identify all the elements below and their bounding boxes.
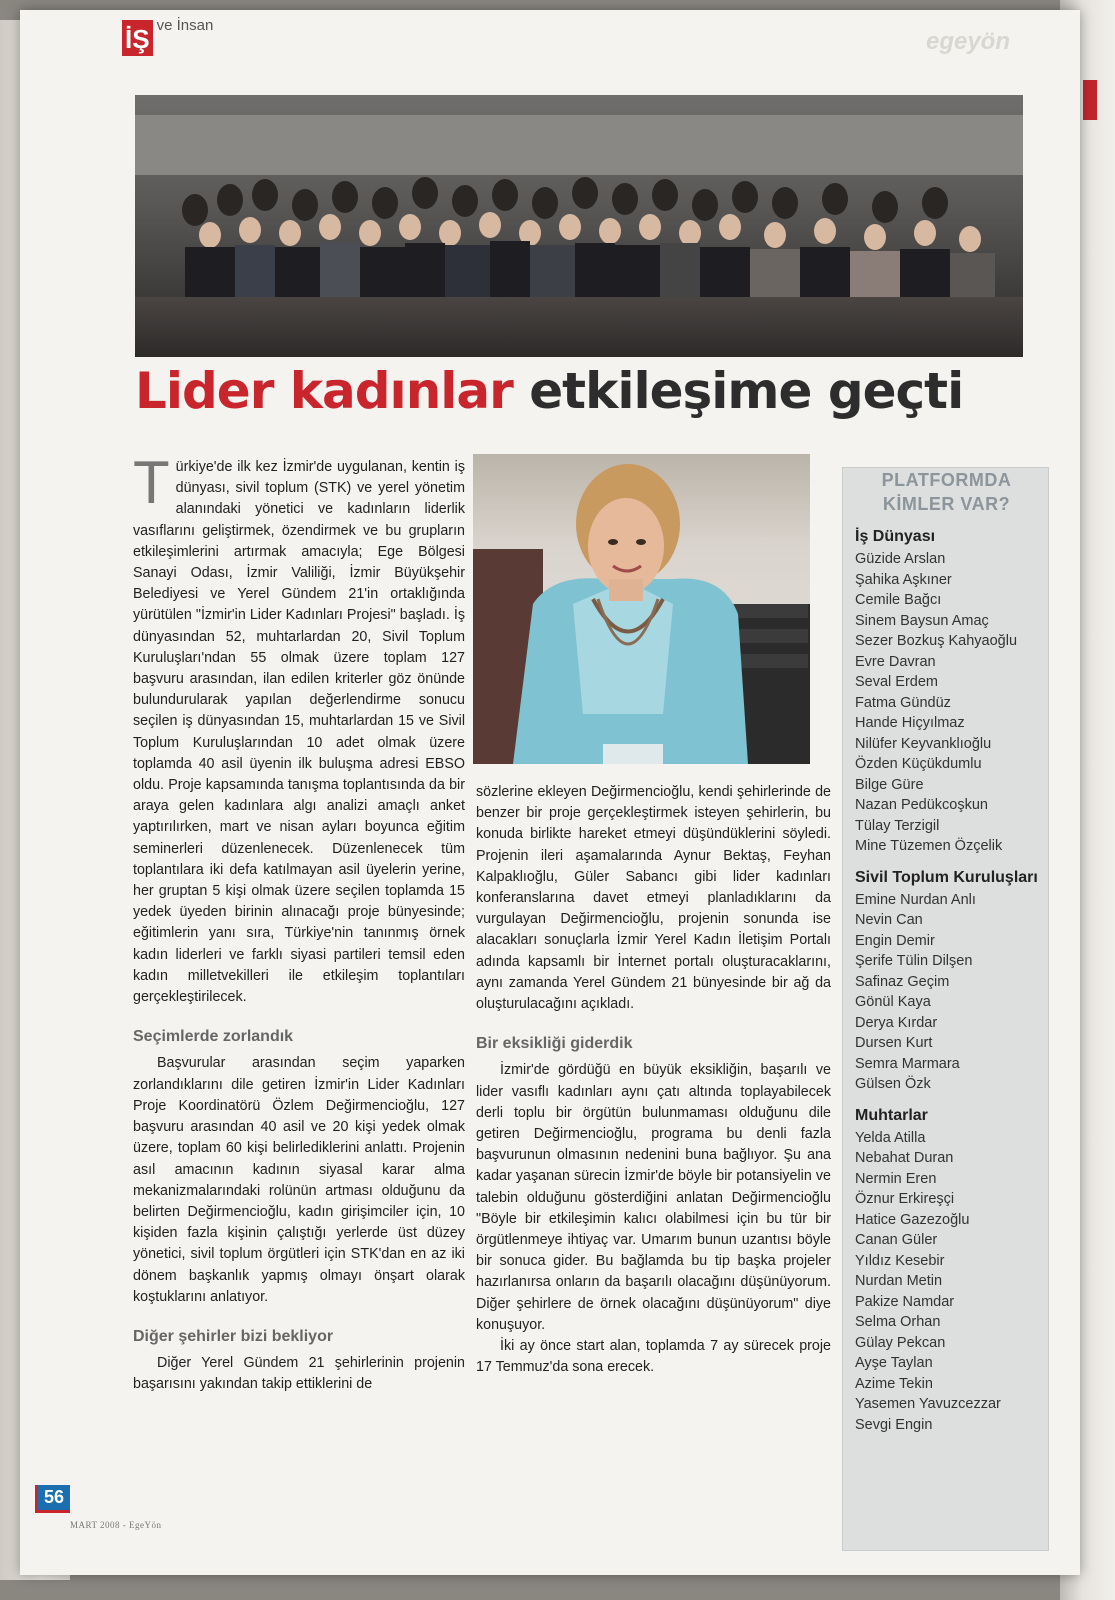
- member-name: Nurdan Metin: [855, 1273, 943, 1289]
- sidebar-box: [842, 467, 1049, 1551]
- member-name: Selma Orhan: [855, 1314, 941, 1330]
- sidebar-member-list: [855, 890, 1038, 1095]
- member-name: Emine Nurdan Anlı: [855, 891, 976, 908]
- member-name: Hatice Gazezoğlu: [855, 1211, 970, 1228]
- member-name: Yasemen Yavuzcezzar: [855, 1396, 1001, 1412]
- portrait-photo: [473, 454, 810, 764]
- member-name: Özden Küçükdumlu: [855, 756, 982, 772]
- member-name: Azime Tekin: [855, 1375, 933, 1392]
- group-photo: [135, 95, 1023, 357]
- sidebar-title: PLATFORMDA KİMLER VAR?: [881, 470, 1012, 514]
- sidebar-member-list: [855, 549, 1038, 857]
- member-name: Nazan Pedükcoşkun: [855, 797, 988, 813]
- member-name: Gönül Kaya: [855, 994, 931, 1010]
- member-name: Evre Davran: [855, 653, 936, 670]
- paragraph-diger-sehirler: Diğer Yerel Gündem 21 şehirlerinin projenin başarısını yakından takip ettiklerini de: [133, 1355, 465, 1393]
- intro-paragraph: ürkiye'de ilk kez İzmir'de uygulanan, kentin iş dünyası, sivil toplum (STK) ve yerel yönetim alanındaki yönetici ve kadınların liderlik vasıflarını geliştirmek, özendirmek ve bu grupların etkileşimlerini artırmak amacıyla; Ege Bölgesi Sanayi Odası, İzmir Valiliği, İzmir Büyükşehir Belediyesi ve Yerel Gündem 21'in ortaklığında yürütülen "İzmir'in Lider Kadınları Projesi" başladı. İş dünyasından 52, muhtarlardan 20, Sivil Toplum Kuruluşları'ndan 55 olmak üzere toplam 127 başvuru arasından, ilan edilen kriterler göz önünde bulundurularak yapılan değerlendirme sonucu seçilen iş dünyasından 15, muhtarlardan 15 ve Sivil Toplum Kuruluşlarından 10 adet olmak üzere toplamda 40 asil üyenin ilk buluşma adresi EBSO oldu. Proje kapsamında tanışma toplantısında da bir araya gelen kadınlara algı analizi amaçlı anket yaptırılırken, mart ve nisan ayları boyunca eğitim seminerleri düzenlenecek. Düzenlenecek tüm toplantılara iki defa katılmayan asil üyelerin yerine, her gruptan 5 kişi olmak üzere seçilen toplamda 15 yedek üyeden birinin alınacağı proje bünyesinde; eğitimlerin yanı sıra, Türkiye'nin tanınmış örnek kadın liderleri ve farklı siyasi partileri temsil eden kadın milletvekilleri ile etkileşim toplantıları gerçekleştirilecek.: [133, 459, 465, 1006]
- member-name: Canan Güler: [855, 1232, 938, 1248]
- brand-logo: egeyön: [925, 28, 1010, 55]
- section-tag-box: İŞ: [122, 20, 153, 56]
- member-name: Bilge Güre: [855, 776, 924, 793]
- sidebar-groups: [855, 526, 1038, 1435]
- member-name: Hande Hiçyılmaz: [855, 715, 965, 731]
- subhead-secimlerde: Seçimlerde zorlandık: [133, 1028, 294, 1046]
- member-name: Ayşe Taylan: [855, 1355, 933, 1371]
- member-name: Engin Demir: [855, 932, 935, 949]
- member-name: Mine Tüzemen Özçelik: [855, 838, 1003, 854]
- member-name: Fatma Gündüz: [855, 694, 951, 711]
- member-name: Yelda Atilla: [855, 1129, 926, 1146]
- sidebar-group-title: İş Dünyası: [855, 528, 936, 545]
- member-name: Öznur Erkireşçi: [855, 1191, 955, 1207]
- member-name: Nevin Can: [855, 912, 923, 928]
- member-name: Gülay Pekcan: [855, 1334, 946, 1351]
- magazine-page: [20, 10, 1080, 1575]
- drop-cap: T: [133, 449, 170, 516]
- article-column-1: [133, 449, 465, 1396]
- member-name: Sevgi Engin: [855, 1416, 933, 1433]
- sidebar-group-title: Muhtarlar: [855, 1106, 928, 1124]
- member-name: Sezer Bozkuş Kahyaoğlu: [855, 633, 1018, 649]
- paragraph-closing: İki ay önce start alan, toplamda 7 ay sürecek proje 17 Temmuz'da sona erecek.: [476, 1338, 831, 1376]
- headline: [135, 362, 1015, 420]
- member-name: Semra Marmara: [855, 1055, 960, 1072]
- next-page-red-tab: [1083, 80, 1097, 120]
- member-name: Seval Erdem: [855, 674, 939, 690]
- member-name: Şerife Tülin Dilşen: [855, 953, 973, 969]
- conference-table: [135, 297, 1023, 357]
- paragraph-continued: sözlerine ekleyen Değirmencioğlu, kendi şehirlerinde de benzer bir proje gerçekleştirmek isteyen şehirlerin, bu konuda birlikte hareket etmeyi düşündüklerini söyledi. Projenin ileri aşamalarında Aynur Bektaş, Feyhan Kalpaklıoğlu, Güler Sabancı gibi lider kadınları konferanslarına davet etmeyi planladıklarını da vurgulayan Değirmencioğlu, projenin sonunda ise alacakları sonuçlarla İzmir Yerel Kadın İletişim Portalı adında kapsamlı bir İnternet portalı oluşturacaklarını, aynı zamanda Yerel Gündem 21 bünyesinde bir ağ da oluşturulacağını açıkladı.: [476, 784, 831, 1013]
- paragraph-secimlerde: Başvurular arasından seçim yaparken zorlandıklarını dile getiren İzmir'in Lider Kadınları Proje Koordinatörü Özlem Değirmencioğlu, 127 başvuru arasından 40 asil ve 20 kişi yedek olmak üzere, toplam 60 kişi belirlediklerini anlattı. Projenin asıl amacının kadının siyasal karar alma mekanizmalarındaki rolünün artması olduğunu da belirten Değirmencioğlu, kadın girişimciler için, 10 kişiden fazla kişinin çalıştığı yerlerde üst düzey yönetici, sivil toplum örgütleri için STK'dan en az iki dönem başkanlık yapmış olmayı önşart olarak koştuklarını anlatıyor.: [133, 1055, 465, 1305]
- page-number: 56: [35, 1485, 70, 1513]
- member-name: Yıldız Kesebir: [855, 1252, 945, 1269]
- member-name: Sinem Baysun Amaç: [855, 612, 989, 629]
- member-name: Güzide Arslan: [855, 551, 946, 567]
- paragraph-eksiklik: İzmir'de gördüğü en büyük eksikliğin, başarılı ve lider vasıflı kadınları aynı çatı altında toplayabilecek derli toplu bir örgütün bulunmaması olduğunu dile getiren Değirmencioğlu, programa bu denli fazla başvurunun olmasının nedenini buna bağlıyor. Şu ana kadar yaşanan sürecin İzmir'de böyle bir potansiyelin ve talebin olduğunu gösterdiğini anlatan Değirmencioğlu "Böyle bir etkileşimin kalıcı olabilmesi için bu tür bir örgütlenmeye ihtiyaç var. Umarım bunun uzantısı böyle bir sonuca gider. Bu bağlamda bu tip başka projeler hazırlanırsa onların da başarılı olacağını düşünüyorum. Diğer şehirlere de örnek olacağını düşünüyorum" diye konuşuyor.: [476, 1062, 831, 1333]
- member-name: Gülsen Özk: [855, 1076, 931, 1092]
- member-name: Cemile Bağcı: [855, 592, 942, 608]
- article-column-2: [476, 782, 831, 1378]
- member-name: Şahika Aşkıner: [855, 571, 952, 588]
- member-name: Dursen Kurt: [855, 1035, 933, 1051]
- subhead-diger-sehirler: Diğer şehirler bizi bekliyor: [133, 1327, 334, 1345]
- headline-red: Lider kadınlar: [135, 362, 513, 420]
- sidebar-member-list: [855, 1128, 1038, 1436]
- member-name: Nebahat Duran: [855, 1150, 954, 1166]
- section-tag-text: ve İnsan: [156, 17, 214, 34]
- member-name: Pakize Namdar: [855, 1293, 955, 1310]
- member-name: Safinaz Geçim: [855, 973, 950, 990]
- sidebar-group-title: Sivil Toplum Kuruluşları: [855, 868, 1038, 886]
- footer-issue: MART 2008 - EgeYön: [70, 1520, 162, 1530]
- headline-dark: etkileşime geçti: [529, 362, 964, 420]
- member-name: Nermin Eren: [855, 1170, 937, 1187]
- member-name: Tülay Terzigil: [855, 817, 940, 834]
- portrait-illustration: [473, 454, 810, 764]
- section-tag: [122, 18, 213, 56]
- member-name: Derya Kırdar: [855, 1014, 938, 1031]
- member-name: Nilüfer Keyvanklıoğlu: [855, 735, 992, 752]
- subhead-eksiklik: Bir eksikliği giderdik: [476, 1035, 633, 1053]
